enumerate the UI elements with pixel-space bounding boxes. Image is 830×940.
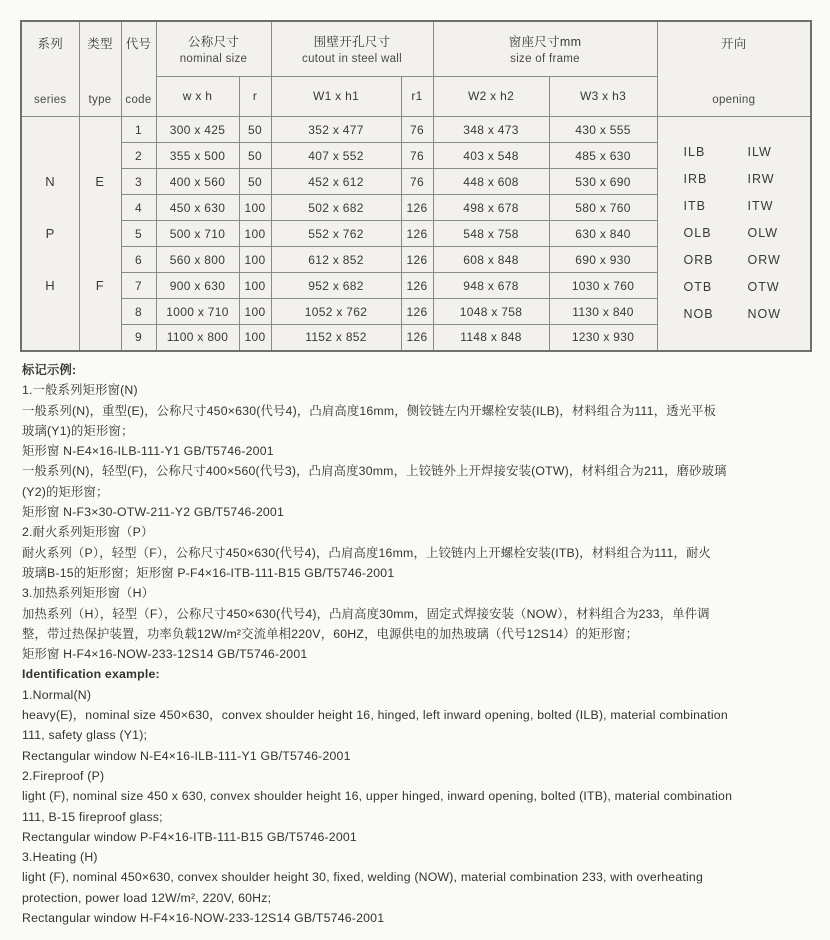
wxh-cell: 1100 x 800 bbox=[156, 325, 239, 351]
r-cell: 50 bbox=[239, 169, 271, 195]
opening-code: IRW bbox=[747, 172, 775, 187]
wxh-cell: 355 x 500 bbox=[156, 143, 239, 169]
header-cutout-en: cutout in steel wall bbox=[302, 53, 402, 66]
code-cell: 2 bbox=[121, 143, 156, 169]
r1-cell: 126 bbox=[401, 325, 433, 351]
w2h2-cell: 403 x 548 bbox=[433, 143, 549, 169]
series-P: P bbox=[45, 225, 55, 241]
r-cell: 50 bbox=[239, 143, 271, 169]
opening-pair bbox=[658, 247, 811, 274]
code-cell: 4 bbox=[121, 195, 156, 221]
opening-code: OLB bbox=[683, 226, 712, 241]
w2h2-cell: 448 x 608 bbox=[433, 169, 549, 195]
notes-line: 3.Heating (H) bbox=[22, 850, 98, 865]
notes-line: 1.一般系列矩形窗(N) bbox=[22, 383, 138, 398]
header-cutout bbox=[271, 21, 433, 76]
notes-line: 111, B-15 fireproof glass; bbox=[22, 809, 163, 824]
header-frame-size bbox=[433, 21, 657, 76]
header-frame-en: size of frame bbox=[510, 53, 580, 66]
header-series bbox=[21, 21, 79, 117]
w1h1-cell: 952 x 682 bbox=[271, 273, 401, 299]
notes-line: 矩形窗 N-F3×30-OTW-211-Y2 GB/T5746-2001 bbox=[22, 505, 284, 520]
r-cell: 100 bbox=[239, 247, 271, 273]
subheader-w2h2: W2 x h2 bbox=[433, 76, 549, 116]
opening-pair bbox=[658, 274, 811, 301]
notes-line: light (F), nominal 450×630, convex shoulder height 30, fixed, welding (NOW), material combination 233, with overheating bbox=[22, 870, 704, 885]
r1-cell: 126 bbox=[401, 273, 433, 299]
r1-cell: 126 bbox=[401, 195, 433, 221]
w1h1-cell: 502 x 682 bbox=[271, 195, 401, 221]
w3h3-cell: 1130 x 840 bbox=[549, 299, 657, 325]
notes-line: 矩形窗 N-E4×16-ILB-111-Y1 GB/T5746-2001 bbox=[22, 444, 274, 459]
notes-line: heavy(E)，nominal size 450×630，convex shoulder height 16, hinged, left inward opening, bolted (ILB), material combination bbox=[22, 708, 728, 723]
notes-line: 玻璃(Y1)的矩形窗； bbox=[22, 423, 134, 438]
r-cell: 50 bbox=[239, 117, 271, 143]
w3h3-cell: 485 x 630 bbox=[549, 143, 657, 169]
header-nominal-size bbox=[156, 21, 271, 76]
notes-heading-zh: 标记示例: bbox=[22, 363, 77, 377]
header-type bbox=[79, 21, 121, 117]
header-code-zh: 代号 bbox=[125, 37, 152, 51]
opening-code: NOW bbox=[747, 307, 782, 322]
w2h2-cell: 348 x 473 bbox=[433, 117, 549, 143]
wxh-cell: 450 x 630 bbox=[156, 195, 239, 221]
notes-line: 111, safety glass (Y1); bbox=[22, 728, 148, 743]
notes-line: 1.Normal(N) bbox=[22, 687, 92, 702]
subheader-w1h1: W1 x h1 bbox=[271, 76, 401, 116]
w3h3-cell: 1230 x 930 bbox=[549, 325, 657, 351]
r1-cell: 126 bbox=[401, 221, 433, 247]
subheader-w3h3: W3 x h3 bbox=[549, 76, 657, 116]
code-cell: 8 bbox=[121, 299, 156, 325]
r1-cell: 76 bbox=[401, 143, 433, 169]
wxh-cell: 300 x 425 bbox=[156, 117, 239, 143]
notes-line: 矩形窗 H-F4×16-NOW-233-12S14 GB/T5746-2001 bbox=[22, 647, 308, 662]
opening-code: ORB bbox=[683, 253, 714, 268]
notes-line: 整，带过热保护装置，功率负载12W/m²交流单相220V，60HZ，电源供电的加热玻璃（代号12S14）的矩形窗； bbox=[22, 626, 639, 641]
opening-pair bbox=[658, 301, 811, 328]
wxh-cell: 400 x 560 bbox=[156, 169, 239, 195]
header-frame-zh: 窗座尺寸mm bbox=[508, 35, 582, 50]
r1-cell: 126 bbox=[401, 247, 433, 273]
opening-code: NOB bbox=[683, 307, 714, 322]
w1h1-cell: 407 x 552 bbox=[271, 143, 401, 169]
opening-pair bbox=[658, 193, 811, 220]
r-cell: 100 bbox=[239, 195, 271, 221]
header-opening bbox=[657, 21, 811, 117]
opening-code: OTW bbox=[747, 280, 780, 295]
w2h2-cell: 948 x 678 bbox=[433, 273, 549, 299]
subheader-r1: r1 bbox=[401, 76, 433, 116]
code-cell: 6 bbox=[121, 247, 156, 273]
series-H: H bbox=[45, 277, 56, 293]
notes-line: 加热系列（H），轻型（F），公称尺寸450×630(代号4)，凸肩高度30mm，固定式焊接安装（NOW），材料组合为233，单件调 bbox=[22, 606, 710, 621]
opening-code: ORW bbox=[747, 253, 781, 268]
w3h3-cell: 580 x 760 bbox=[549, 195, 657, 221]
r-cell: 100 bbox=[239, 299, 271, 325]
w2h2-cell: 1048 x 758 bbox=[433, 299, 549, 325]
notes-line: 3.加热系列矩形窗（H） bbox=[22, 586, 155, 601]
opening-pair bbox=[658, 166, 811, 193]
code-cell: 9 bbox=[121, 325, 156, 351]
subheader-r: r bbox=[239, 76, 271, 116]
type-F: F bbox=[95, 277, 105, 293]
wxh-cell: 1000 x 710 bbox=[156, 299, 239, 325]
opening-code: ITW bbox=[747, 199, 774, 214]
w2h2-cell: 548 x 758 bbox=[433, 221, 549, 247]
notes-line: protection, power load 12W/m², 220V, 60Hz; bbox=[22, 890, 272, 905]
w1h1-cell: 452 x 612 bbox=[271, 169, 401, 195]
type-E: E bbox=[95, 173, 105, 189]
code-cell: 3 bbox=[121, 169, 156, 195]
opening-code: IRB bbox=[683, 172, 708, 187]
header-opening-zh: 开向 bbox=[720, 37, 747, 51]
w1h1-cell: 352 x 477 bbox=[271, 117, 401, 143]
notes-line: Rectangular window H-F4×16-NOW-233-12S14 GB/T5746-2001 bbox=[22, 911, 385, 926]
opening-code: OTB bbox=[683, 280, 713, 295]
header-code bbox=[121, 21, 156, 117]
r1-cell: 76 bbox=[401, 117, 433, 143]
r1-cell: 126 bbox=[401, 299, 433, 325]
notes-line: (Y2)的矩形窗； bbox=[22, 484, 109, 499]
header-nominal-zh: 公称尺寸 bbox=[187, 35, 240, 50]
header-series-en: series bbox=[34, 94, 67, 106]
r-cell: 100 bbox=[239, 325, 271, 351]
r-cell: 100 bbox=[239, 221, 271, 247]
w1h1-cell: 1052 x 762 bbox=[271, 299, 401, 325]
header-type-zh: 类型 bbox=[87, 37, 113, 51]
opening-code: ITB bbox=[683, 199, 706, 214]
subheader-wxh: w x h bbox=[156, 76, 239, 116]
opening-code: ILB bbox=[683, 145, 706, 160]
notes-line: 玻璃B-15的矩形窗；矩形窗 P-F4×16-ITB-111-B15 GB/T5746-2001 bbox=[22, 565, 395, 580]
code-cell: 5 bbox=[121, 221, 156, 247]
w3h3-cell: 430 x 555 bbox=[549, 117, 657, 143]
notes-line: 2.耐火系列矩形窗（P） bbox=[22, 525, 154, 540]
series-cell bbox=[21, 117, 79, 351]
notes-line: 一般系列(N)，重型(E)，公称尺寸450×630(代号4)，凸肩高度16mm，侧铰链左内开螺栓安装(ILB)，材料组合为111，透光平板 bbox=[22, 403, 717, 418]
notes-line: 一般系列(N)，轻型(F)，公称尺寸400×560(代号3)，凸肩高度30mm，上铰链外上开焊接安装(OTW)，材料组合为211，磨砂玻璃 bbox=[22, 464, 727, 479]
w3h3-cell: 630 x 840 bbox=[549, 221, 657, 247]
w1h1-cell: 1152 x 852 bbox=[271, 325, 401, 351]
opening-pair bbox=[658, 139, 811, 166]
wxh-cell: 500 x 710 bbox=[156, 221, 239, 247]
notes-section bbox=[22, 360, 814, 928]
wxh-cell: 560 x 800 bbox=[156, 247, 239, 273]
opening-cell bbox=[657, 117, 811, 351]
w2h2-cell: 1148 x 848 bbox=[433, 325, 549, 351]
header-group-row bbox=[21, 21, 811, 76]
type-cell bbox=[79, 117, 121, 351]
window-spec-table bbox=[20, 20, 812, 352]
header-opening-en: opening bbox=[712, 94, 756, 106]
r-cell: 100 bbox=[239, 273, 271, 299]
notes-line: Rectangular window P-F4×16-ITB-111-B15 GB/T5746-2001 bbox=[22, 829, 357, 844]
header-nominal-en: nominal size bbox=[179, 53, 248, 66]
w1h1-cell: 552 x 762 bbox=[271, 221, 401, 247]
notes-heading-en: Identification example: bbox=[22, 667, 160, 682]
header-series-zh: 系列 bbox=[37, 37, 64, 51]
notes-line: 耐火系列（P），轻型（F），公称尺寸450×630(代号4)，凸肩高度16mm，上铰链内上开螺栓安装(ITB)，材料组合为111，耐火 bbox=[22, 545, 711, 560]
notes-line: light (F), nominal size 450 x 630, convex shoulder height 16, upper hinged, inward opening, bolted (ITB), material combination bbox=[22, 789, 733, 804]
code-cell: 7 bbox=[121, 273, 156, 299]
w3h3-cell: 530 x 690 bbox=[549, 169, 657, 195]
opening-pair bbox=[658, 220, 811, 247]
series-N: N bbox=[45, 173, 56, 189]
r1-cell: 76 bbox=[401, 169, 433, 195]
w3h3-cell: 1030 x 760 bbox=[549, 273, 657, 299]
notes-line: Rectangular window N-E4×16-ILB-111-Y1 GB/T5746-2001 bbox=[22, 748, 351, 763]
opening-code: ILW bbox=[747, 145, 772, 160]
w2h2-cell: 608 x 848 bbox=[433, 247, 549, 273]
code-cell: 1 bbox=[121, 117, 156, 143]
opening-code: OLW bbox=[747, 226, 779, 241]
header-cutout-zh: 围壁开孔尺寸 bbox=[313, 35, 391, 50]
header-code-en: code bbox=[125, 94, 152, 106]
header-type-en: type bbox=[88, 94, 112, 106]
w2h2-cell: 498 x 678 bbox=[433, 195, 549, 221]
notes-line: 2.Fireproof (P) bbox=[22, 768, 105, 783]
w3h3-cell: 690 x 930 bbox=[549, 247, 657, 273]
w1h1-cell: 612 x 852 bbox=[271, 247, 401, 273]
table-row bbox=[21, 117, 811, 143]
wxh-cell: 900 x 630 bbox=[156, 273, 239, 299]
